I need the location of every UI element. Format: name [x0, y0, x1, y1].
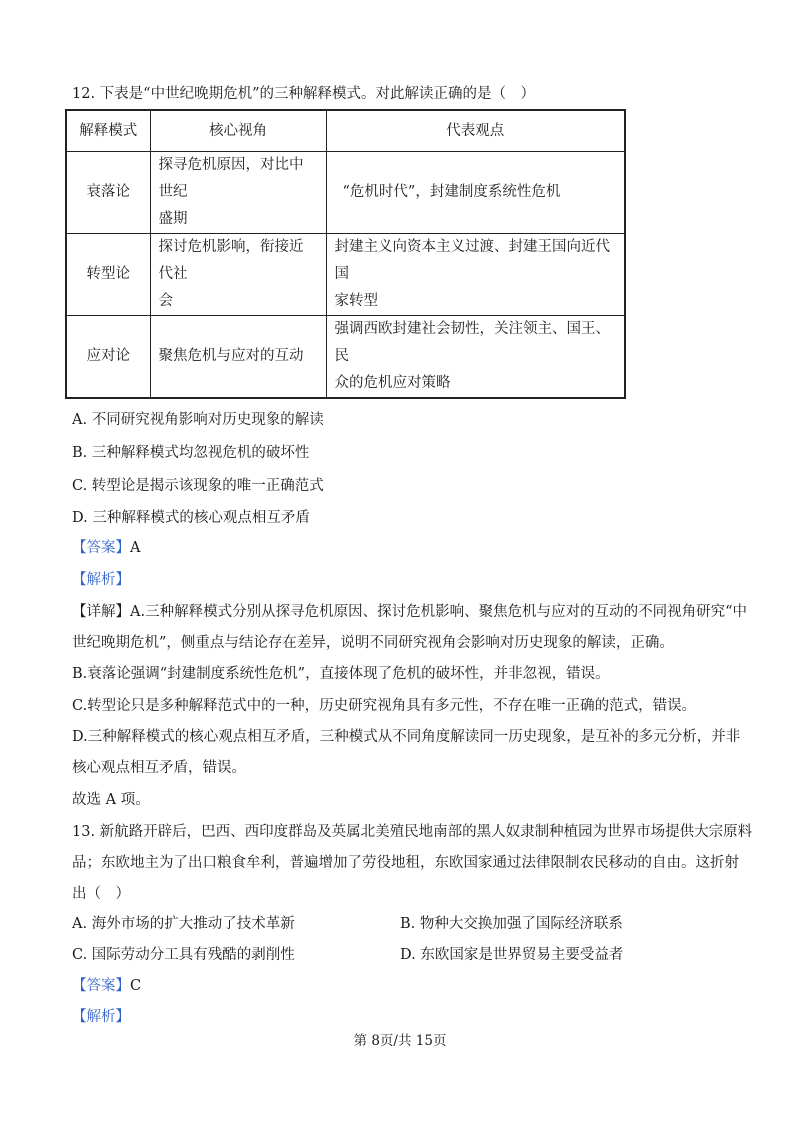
cell-text-line: 探寻危机原因，对比中世纪: [158, 157, 304, 200]
cell-text-line: 探讨危机影响，衔接近代社: [158, 239, 304, 282]
q12-option-c: C. 转型论是揭示该现象的唯一正确范式: [72, 478, 324, 494]
q12-stem: 12. 下表是“中世纪晚期危机”的三种解释模式。对此解读正确的是（ ）: [72, 86, 535, 102]
q12-detail-line: B.衰落论强调“封建制度系统性危机”，直接体现了危机的破坏性，并非忽视，错误。: [72, 666, 610, 682]
table-cell-mode: 应对论: [66, 316, 150, 399]
detail-text: A.三种解释模式分别从探寻危机原因、探讨危机影响、聚焦危机与应对的互动的不同视角研究“中: [130, 604, 747, 620]
explanation-table: [65, 109, 626, 399]
table-header-cell: 核心视角: [150, 110, 326, 152]
answer-value: A: [130, 540, 141, 556]
q12-detail-line: 世纪晚期危机”，侧重点与结论存在差异，说明不同研究视角会影响对历史现象的解读，正确。: [72, 635, 674, 651]
q12-detail-line: C.转型论只是多种解释范式中的一种，历史研究视角具有多元性，不存在唯一正确的范式，错误。: [72, 698, 697, 714]
q12-option-d: D. 三种解释模式的核心观点相互矛盾: [72, 510, 310, 526]
table-cell-point: [326, 316, 625, 399]
table-cell-point: [326, 234, 625, 316]
q12-detail-line: 核心观点相互矛盾，错误。: [72, 760, 246, 776]
table-cell-mode: 转型论: [66, 234, 150, 316]
table-header-row: [66, 110, 625, 152]
cell-text-line: 会: [158, 293, 173, 309]
answer-value: C: [130, 978, 142, 994]
q12-conclusion: 故选 A 项。: [72, 792, 150, 808]
table-header-cell: 解释模式: [66, 110, 150, 152]
cell-text-line: 盛期: [158, 211, 188, 227]
q12-option-a: A. 不同研究视角影响对历史现象的解读: [72, 412, 324, 428]
cell-text-line: 强调西欧封建社会韧性，关注领主、国王、民: [334, 321, 610, 364]
cell-text-line: 家转型: [334, 293, 378, 309]
table-header-cell: 代表观点: [326, 110, 625, 152]
detail-tag: 【详解】: [72, 604, 130, 620]
table-cell-view: [150, 234, 326, 316]
q13-answer: [72, 976, 141, 996]
q13-option-d: D. 东欧国家是世界贸易主要受益者: [400, 947, 624, 963]
q12-answer: [72, 538, 140, 558]
table-cell-mode: 衰落论: [66, 152, 150, 234]
cell-text-line: “危机时代”，封建制度系统性危机: [342, 184, 561, 200]
table-row: [66, 316, 625, 399]
cell-text-line: 聚焦危机与应对的互动: [158, 348, 304, 364]
q12-detail-line: D.三种解释模式的核心观点相互矛盾，三种模式从不同角度解读同一历史现象，是互补的多元分析，并非: [72, 729, 741, 745]
table-cell-point: [326, 152, 625, 234]
cell-text-line: 封建主义向资本主义过渡、封建王国向近代国: [334, 239, 610, 282]
q13-stem-line: 13. 新航路开辟后，巴西、西印度群岛及英属北美殖民地南部的黑人奴隶制种植园为世界市场提供大宗原料: [72, 824, 753, 840]
page-number: 第 8页/共 15页: [353, 1033, 447, 1049]
q12-analysis-tag: 【解析】: [72, 572, 130, 588]
table-row: [66, 234, 625, 316]
q13-option-b: B. 物种大交换加强了国际经济联系: [400, 916, 623, 932]
answer-tag: 【答案】: [72, 540, 130, 556]
answer-tag: 【答案】: [72, 978, 130, 994]
q13-analysis-tag: 【解析】: [72, 1009, 130, 1025]
table-cell-view: [150, 316, 326, 399]
q13-option-a: A. 海外市场的扩大推动了技术革新: [72, 916, 295, 932]
table-cell-view: [150, 152, 326, 234]
q12-detail-line: [72, 602, 747, 622]
q13-stem-line: 品；东欧地主为了出口粮食牟利，普遍增加了劳役地租，东欧国家通过法律限制农民移动的自由。这折射: [72, 855, 739, 871]
q13-option-c: C. 国际劳动分工具有残酷的剥削性: [72, 947, 295, 963]
q12-option-b: B. 三种解释模式均忽视危机的破坏性: [72, 445, 310, 461]
table-row: [66, 152, 625, 234]
q13-stem-line: 出（ ）: [72, 886, 130, 902]
cell-text-line: 众的危机应对策略: [334, 375, 451, 391]
